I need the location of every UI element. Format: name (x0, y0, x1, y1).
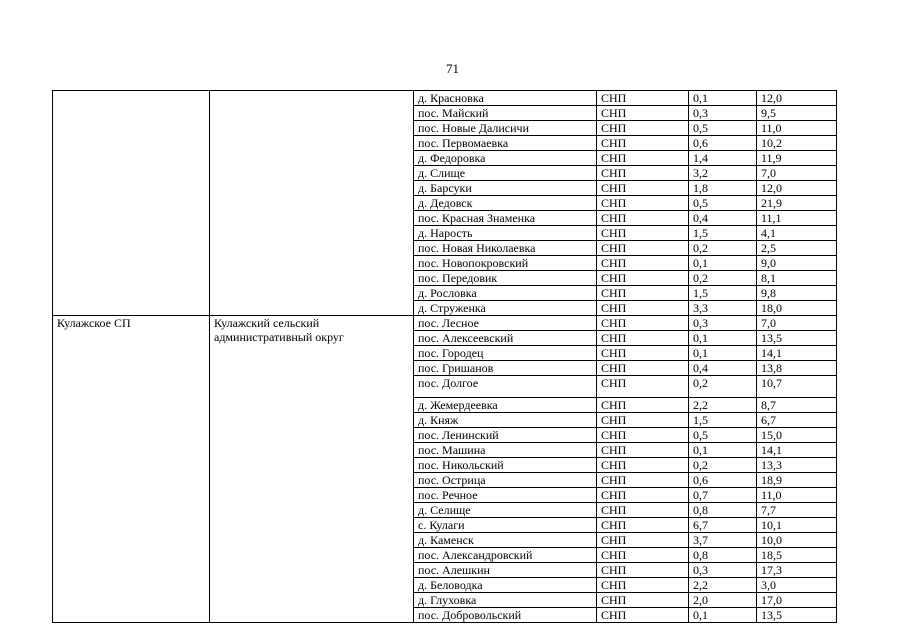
locality-type-cell: СНП (597, 518, 689, 533)
locality-name-cell: пос. Майский (414, 106, 597, 121)
locality-name-cell: д. Красновка (414, 91, 597, 106)
locality-name-cell: пос. Красная Знаменка (414, 211, 597, 226)
value-2-cell: 8,1 (757, 271, 837, 286)
locality-name-cell: пос. Первомаевка (414, 136, 597, 151)
value-1-cell: 0,1 (689, 91, 757, 106)
value-2-cell: 9,0 (757, 256, 837, 271)
locality-type-cell: СНП (597, 106, 689, 121)
value-1-cell: 0,6 (689, 473, 757, 488)
value-2-cell: 17,0 (757, 593, 837, 608)
locality-type-cell: СНП (597, 503, 689, 518)
locality-name-cell: д. Беловодка (414, 578, 597, 593)
locality-type-cell: СНП (597, 121, 689, 136)
locality-name-cell: д. Нарость (414, 226, 597, 241)
value-1-cell: 0,8 (689, 503, 757, 518)
value-1-cell: 2,2 (689, 398, 757, 413)
locality-type-cell: СНП (597, 241, 689, 256)
locality-type-cell: СНП (597, 488, 689, 503)
locality-name-cell: пос. Лесное (414, 316, 597, 331)
value-2-cell: 9,5 (757, 106, 837, 121)
locality-name-cell: пос. Речное (414, 488, 597, 503)
value-1-cell: 0,1 (689, 346, 757, 361)
value-1-cell: 0,4 (689, 211, 757, 226)
locality-name-cell: пос. Долгое (414, 376, 597, 398)
locality-type-cell: СНП (597, 376, 689, 398)
locality-name-cell: пос. Острица (414, 473, 597, 488)
value-2-cell: 10,1 (757, 518, 837, 533)
locality-type-cell: СНП (597, 166, 689, 181)
value-2-cell: 13,5 (757, 608, 837, 623)
value-1-cell: 0,1 (689, 608, 757, 623)
locality-type-cell: СНП (597, 458, 689, 473)
value-2-cell: 4,1 (757, 226, 837, 241)
district-cell: Кулажский сельский административный округ (210, 316, 414, 623)
value-1-cell: 0,2 (689, 376, 757, 398)
value-2-cell: 12,0 (757, 181, 837, 196)
locality-name-cell: д. Глуховка (414, 593, 597, 608)
value-2-cell: 11,1 (757, 211, 837, 226)
value-1-cell: 0,6 (689, 136, 757, 151)
value-2-cell: 18,9 (757, 473, 837, 488)
value-1-cell: 0,1 (689, 331, 757, 346)
locality-type-cell: СНП (597, 413, 689, 428)
locality-type-cell: СНП (597, 196, 689, 211)
value-2-cell: 17,3 (757, 563, 837, 578)
locality-name-cell: пос. Новопокровский (414, 256, 597, 271)
page-number: 71 (446, 61, 459, 76)
locality-type-cell: СНП (597, 398, 689, 413)
locality-type-cell: СНП (597, 593, 689, 608)
locality-name-cell: д. Рословка (414, 286, 597, 301)
locality-type-cell: СНП (597, 301, 689, 316)
value-2-cell: 10,0 (757, 533, 837, 548)
locality-name-cell: д. Дедовск (414, 196, 597, 211)
value-1-cell: 0,4 (689, 361, 757, 376)
value-2-cell: 11,0 (757, 488, 837, 503)
locality-type-cell: СНП (597, 346, 689, 361)
value-2-cell: 21,9 (757, 196, 837, 211)
value-1-cell: 0,1 (689, 256, 757, 271)
value-1-cell: 1,8 (689, 181, 757, 196)
settlement-cell (53, 91, 210, 316)
locality-type-cell: СНП (597, 151, 689, 166)
locality-name-cell: д. Барсуки (414, 181, 597, 196)
value-2-cell: 11,9 (757, 151, 837, 166)
locality-type-cell: СНП (597, 316, 689, 331)
value-1-cell: 0,8 (689, 548, 757, 563)
value-2-cell: 18,5 (757, 548, 837, 563)
locality-type-cell: СНП (597, 286, 689, 301)
value-1-cell: 0,5 (689, 196, 757, 211)
locality-type-cell: СНП (597, 473, 689, 488)
value-2-cell: 18,0 (757, 301, 837, 316)
locality-type-cell: СНП (597, 548, 689, 563)
locality-name-cell: пос. Машина (414, 443, 597, 458)
locality-name-cell: пос. Передовик (414, 271, 597, 286)
locality-type-cell: СНП (597, 361, 689, 376)
locality-type-cell: СНП (597, 578, 689, 593)
locality-name-cell: д. Каменск (414, 533, 597, 548)
locality-name-cell: пос. Гришанов (414, 361, 597, 376)
locality-name-cell: д. Селище (414, 503, 597, 518)
value-2-cell: 8,7 (757, 398, 837, 413)
value-2-cell: 13,8 (757, 361, 837, 376)
value-1-cell: 0,2 (689, 271, 757, 286)
value-1-cell: 3,7 (689, 533, 757, 548)
locality-type-cell: СНП (597, 91, 689, 106)
locality-name-cell: д. Струженка (414, 301, 597, 316)
locality-type-cell: СНП (597, 443, 689, 458)
value-1-cell: 0,5 (689, 428, 757, 443)
value-2-cell: 6,7 (757, 413, 837, 428)
table-row (53, 91, 837, 106)
settlements-table (52, 90, 837, 623)
locality-type-cell: СНП (597, 181, 689, 196)
locality-name-cell: д. Федоровка (414, 151, 597, 166)
locality-name-cell: пос. Новая Николаевка (414, 241, 597, 256)
locality-name-cell: пос. Ленинский (414, 428, 597, 443)
locality-name-cell: пос. Городец (414, 346, 597, 361)
locality-name-cell: пос. Добровольский (414, 608, 597, 623)
locality-type-cell: СНП (597, 226, 689, 241)
value-1-cell: 0,2 (689, 458, 757, 473)
settlement-cell: Кулажское СП (53, 316, 210, 623)
value-1-cell: 1,5 (689, 286, 757, 301)
value-1-cell: 1,5 (689, 413, 757, 428)
value-2-cell: 2,5 (757, 241, 837, 256)
locality-name-cell: пос. Никольский (414, 458, 597, 473)
value-1-cell: 0,5 (689, 121, 757, 136)
locality-name-cell: пос. Новые Далисичи (414, 121, 597, 136)
locality-type-cell: СНП (597, 136, 689, 151)
locality-type-cell: СНП (597, 608, 689, 623)
value-1-cell: 0,3 (689, 563, 757, 578)
value-1-cell: 0,2 (689, 241, 757, 256)
locality-type-cell: СНП (597, 331, 689, 346)
locality-type-cell: СНП (597, 211, 689, 226)
value-2-cell: 15,0 (757, 428, 837, 443)
locality-name-cell: д. Княж (414, 413, 597, 428)
value-2-cell: 7,0 (757, 166, 837, 181)
locality-name-cell: д. Слище (414, 166, 597, 181)
value-2-cell: 7,0 (757, 316, 837, 331)
locality-type-cell: СНП (597, 428, 689, 443)
value-1-cell: 0,3 (689, 316, 757, 331)
locality-type-cell: СНП (597, 256, 689, 271)
value-1-cell: 0,3 (689, 106, 757, 121)
locality-type-cell: СНП (597, 271, 689, 286)
locality-name-cell: пос. Алешкин (414, 563, 597, 578)
value-2-cell: 14,1 (757, 443, 837, 458)
settlements-table-body (53, 91, 837, 623)
value-2-cell: 9,8 (757, 286, 837, 301)
value-2-cell: 13,3 (757, 458, 837, 473)
locality-type-cell: СНП (597, 563, 689, 578)
locality-name-cell: пос. Алексеевский (414, 331, 597, 346)
district-cell (210, 91, 414, 316)
value-1-cell: 1,5 (689, 226, 757, 241)
value-2-cell: 14,1 (757, 346, 837, 361)
locality-name-cell: пос. Александровский (414, 548, 597, 563)
table-row (53, 316, 837, 331)
locality-name-cell: с. Кулаги (414, 518, 597, 533)
locality-type-cell: СНП (597, 533, 689, 548)
value-2-cell: 3,0 (757, 578, 837, 593)
value-1-cell: 3,2 (689, 166, 757, 181)
value-2-cell: 13,5 (757, 331, 837, 346)
locality-name-cell: д. Жемердеевка (414, 398, 597, 413)
value-1-cell: 1,4 (689, 151, 757, 166)
value-1-cell: 2,2 (689, 578, 757, 593)
value-2-cell: 10,2 (757, 136, 837, 151)
value-1-cell: 0,1 (689, 443, 757, 458)
value-1-cell: 0,7 (689, 488, 757, 503)
value-2-cell: 11,0 (757, 121, 837, 136)
value-2-cell: 7,7 (757, 503, 837, 518)
value-1-cell: 2,0 (689, 593, 757, 608)
value-2-cell: 10,7 (757, 376, 837, 398)
value-2-cell: 12,0 (757, 91, 837, 106)
value-1-cell: 3,3 (689, 301, 757, 316)
value-1-cell: 6,7 (689, 518, 757, 533)
